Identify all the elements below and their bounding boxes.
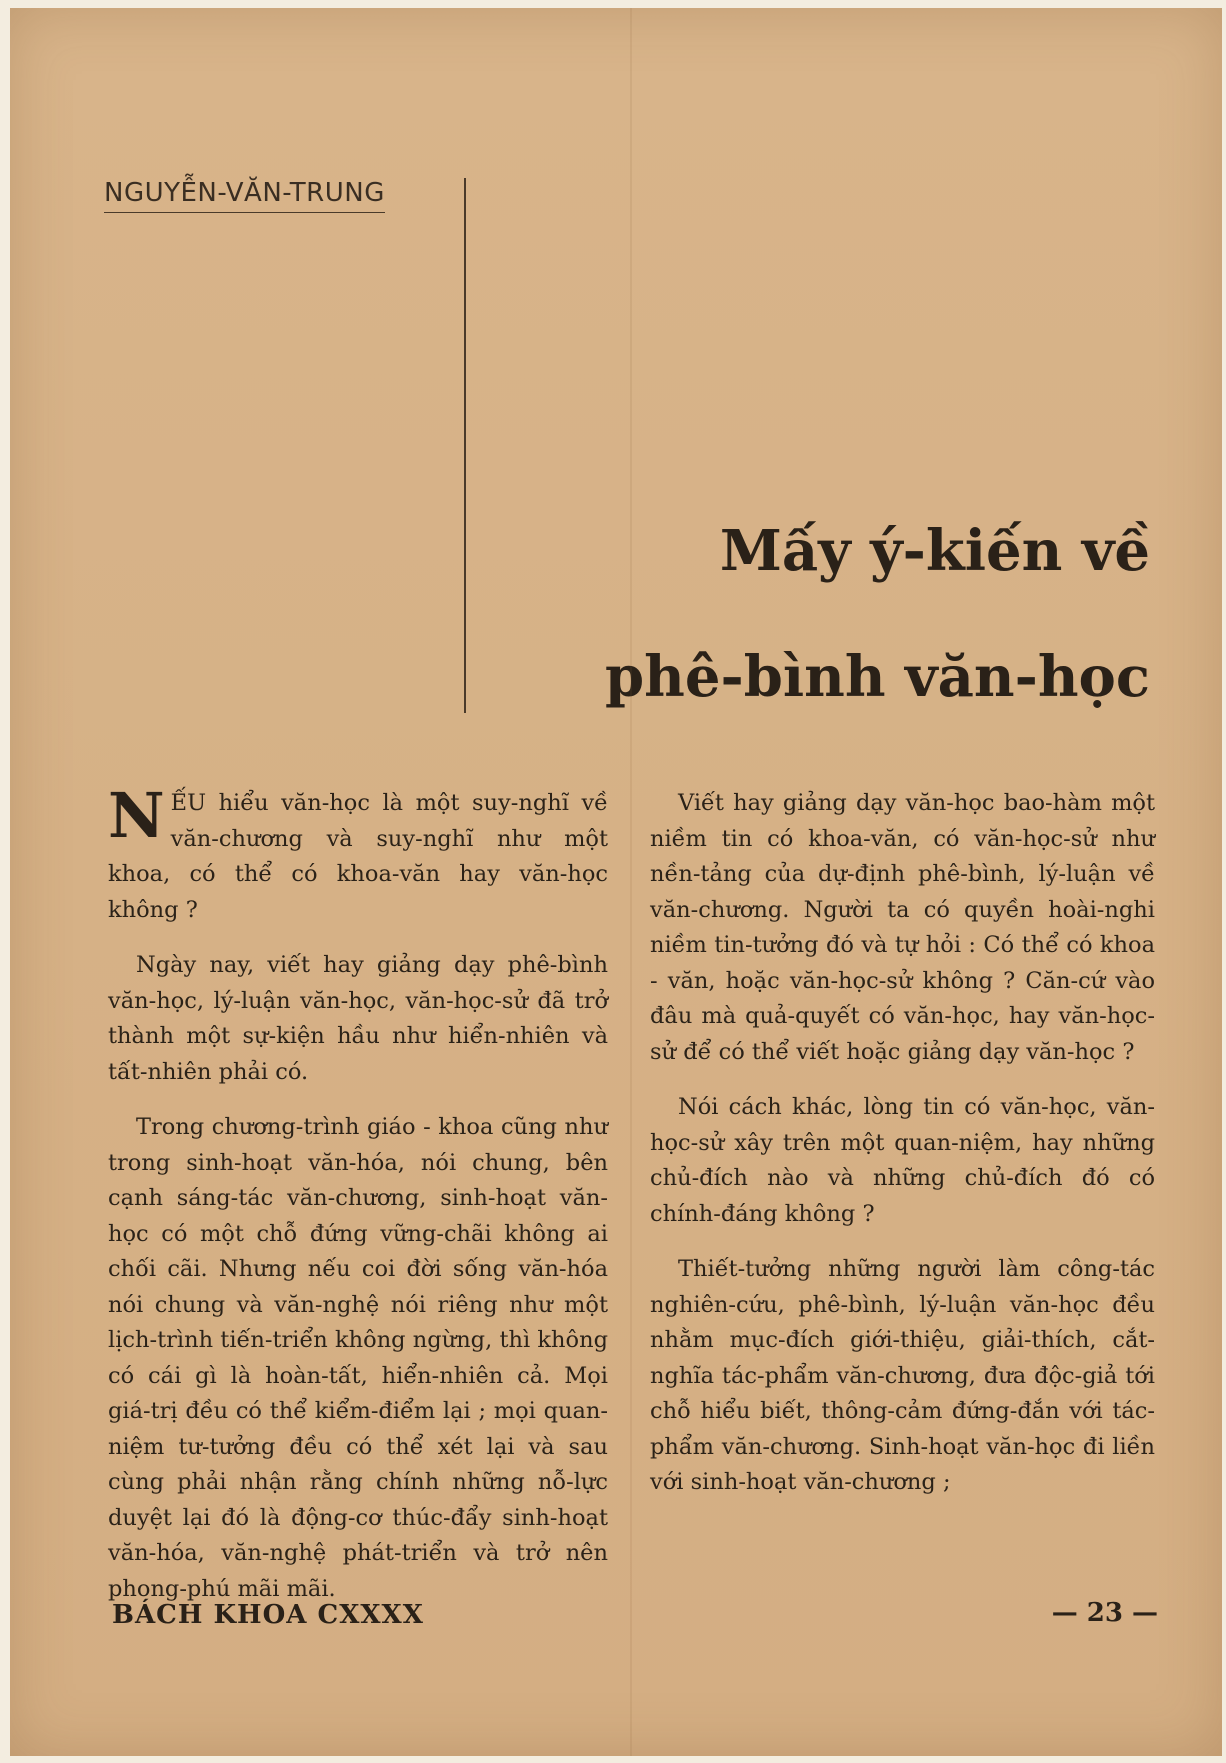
paragraph xyxy=(108,779,608,928)
paragraph: Trong chương-trình giáo - khoa cũng như trong sinh-hoạt văn-hóa, nói chung, bên cạnh sáng-tác văn-chương, sinh-hoạt văn-học có một chỗ đứng vững-chãi không ai chối cãi. Nhưng nếu coi đời sống văn-hóa nói chung và văn-nghệ nói riêng như một lịch-trình tiến-triển không ngừng, thì không có cái gì là hoàn-tất, hiển-nhiên cả. Mọi giá-trị đều có thể kiểm-điểm lại ; mọi quan-niệm tư-tưởng đều có thể xét lại và sau cùng phải nhận rằng chính những nỗ-lực duyệt lại đó là động-cơ thúc-đẩy sinh-hoạt văn-hóa, văn-nghệ phát-triển và trở nên phong-phú mãi mãi. xyxy=(108,1114,608,1602)
paragraph: Ngày nay, viết hay giảng dạy phê-bình văn-học, lý-luận văn-học, văn-học-sử đã trở thành một sự-kiện hầu như hiển-nhiên và tất-nhiên phải có. xyxy=(108,952,608,1085)
article-title-line-2: phê-bình văn-học xyxy=(604,644,1150,710)
paragraph: Nói cách khác, lòng tin có văn-học, văn-học-sử xây trên một quan-niệm, hay những chủ-đích nào và những chủ-đích đó có chính-đáng không ? xyxy=(650,1094,1155,1227)
right-text-column xyxy=(650,786,1155,1521)
drop-cap: N xyxy=(108,779,165,852)
magazine-page xyxy=(10,8,1222,1756)
vertical-divider xyxy=(464,178,466,713)
article-title-line-1: Mấy ý-kiến về xyxy=(719,518,1150,584)
page-number: — 23 — xyxy=(1051,1598,1158,1628)
left-text-column xyxy=(108,779,608,1627)
paragraph: Thiết-tưởng những người làm công-tác nghiên-cứu, phê-bình, lý-luận văn-học đều nhằm mục-đích giới-thiệu, giải-thích, cắt-nghĩa tác-phẩm văn-chương, đưa độc-giả tới chỗ hiểu biết, thông-cảm đứng-đắn với tác-phẩm văn-chương. Sinh-hoạt văn-học đi liền với sinh-hoạt văn-chương ; xyxy=(650,1256,1155,1495)
paragraph: Viết hay giảng dạy văn-học bao-hàm một niềm tin có khoa-văn, có văn-học-sử như nền-tảng của dự-định phê-bình, lý-luận về văn-chương. Người ta có quyền hoài-nghi niềm tin-tưởng đó và tự hỏi : Có thể có khoa - văn, hoặc văn-học-sử không ? Căn-cứ vào đâu mà quả-quyết có văn-học, hay văn-học-sử để có thể viết hoặc giảng dạy văn-học ? xyxy=(650,790,1155,1065)
paragraph-text: ẾU hiểu văn-học là một suy-nghĩ về văn-chương và suy-nghĩ như một khoa, có thể có khoa-văn hay văn-học không ? xyxy=(108,790,608,923)
author-name: NGUYỄN-VĂN-TRUNG xyxy=(104,178,385,213)
publication-name: BÁCH KHOA CXXXX xyxy=(112,1600,424,1630)
